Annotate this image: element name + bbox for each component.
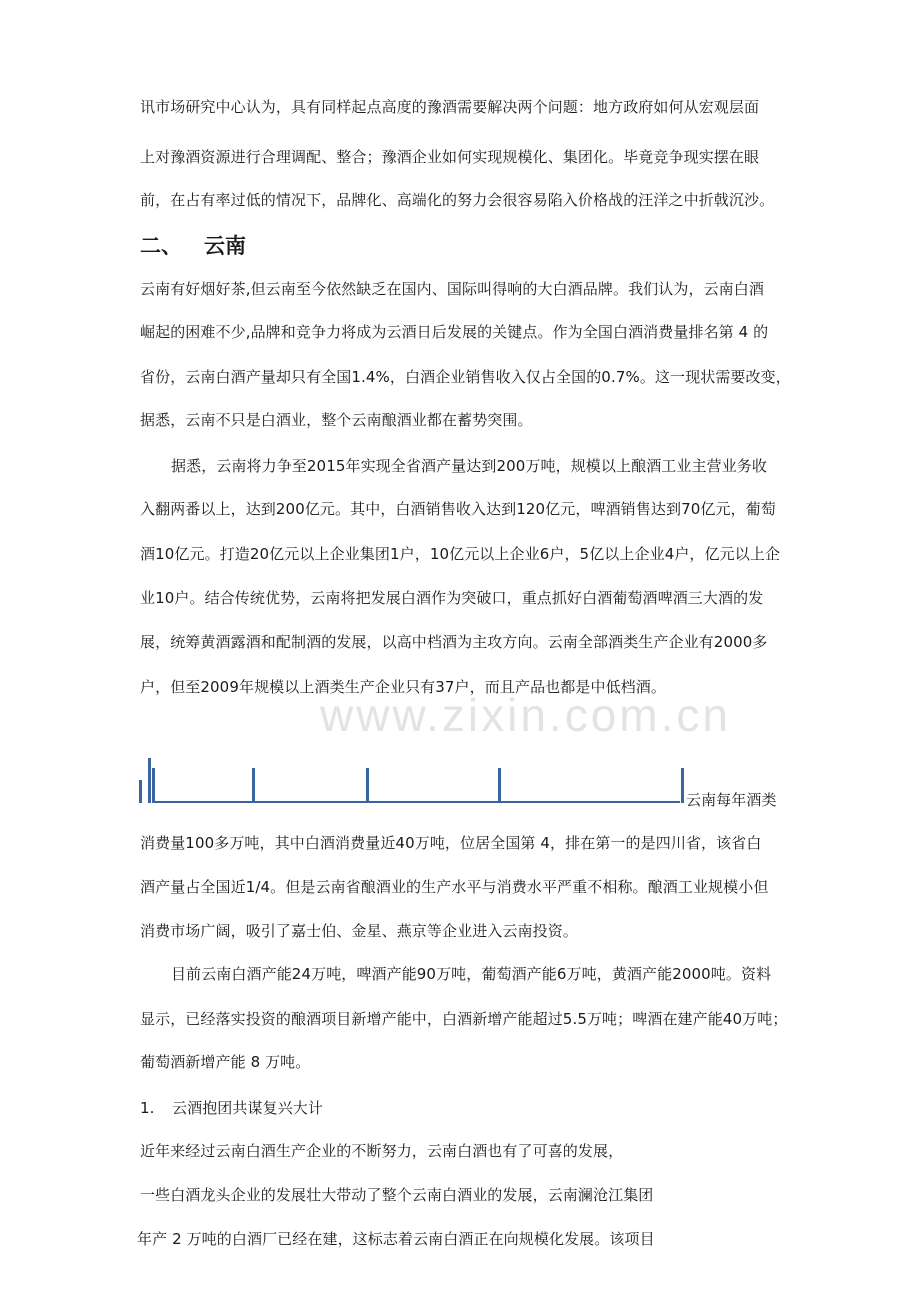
chart-bar — [498, 768, 501, 803]
text-line: 崛起的困难不少,品牌和竞争力将成为云酒日后发展的关键点。作为全国白酒消费量排名第 4 的 — [140, 323, 769, 341]
text-line: 近年来经过云南白酒生产企业的不断努力，云南白酒也有了可喜的发展， — [140, 1142, 624, 1160]
text-line: 年产 2 万吨的白酒厂已经在建，这标志着云南白酒正在向规模化发展。该项目 — [137, 1230, 655, 1248]
text-line: 据悉，云南不只是白酒业，整个云南酿酒业都在蓄势突围。 — [140, 411, 533, 429]
chart-tail-text: 云南每年酒类 — [686, 791, 777, 809]
text-line: 据悉，云南将力争至2015年实现全省酒产量达到200万吨，规模以上酿酒工业主营业务收 — [171, 457, 768, 475]
text-line: 云南有好烟好茶,但云南至今依然缺乏在国内、国际叫得响的大白酒品牌。我们认为，云南白酒 — [140, 280, 764, 298]
list-number: 1. — [140, 1099, 155, 1117]
chart-bar — [252, 768, 255, 803]
watermark-text: www.zixin.com.cn — [320, 689, 731, 741]
text-line: 消费市场广阔，吸引了嘉士伯、金星、燕京等企业进入云南投资。 — [140, 922, 578, 940]
chart-bar — [152, 768, 155, 803]
text-line: 目前云南白酒产能24万吨，啤酒产能90万吨，葡萄酒产能6万吨，黄酒产能2000吨。资料 — [171, 965, 772, 983]
section-number: 二、 — [140, 234, 182, 258]
text-line: 显示，已经落实投资的酿酒项目新增产能中，白酒新增产能超过5.5万吨；啤酒在建产能40万吨； — [140, 1010, 788, 1028]
text-line: 入翻两番以上，达到200亿元。其中，白酒销售收入达到120亿元，啤酒销售达到70亿元，葡萄 — [140, 500, 776, 518]
text-line: 户，但至2009年规模以上酒类生产企业只有37户，而且产品也都是中低档酒。 — [140, 678, 666, 696]
chart-bar — [681, 768, 684, 803]
text-line: 业10户。结合传统优势，云南将把发展白酒作为突破口，重点抓好白酒葡萄酒啤酒三大酒的发 — [140, 589, 764, 607]
list-item — [140, 1098, 323, 1118]
section-heading — [140, 233, 246, 259]
text-line: 省份，云南白酒产量却只有全国1.4%，白酒企业销售收入仅占全国的0.7%。这一现状需要改变， — [140, 368, 791, 386]
chart-fragment — [138, 752, 686, 808]
text-line: 一些白酒龙头企业的发展壮大带动了整个云南白酒业的发展，云南澜沧江集团 — [140, 1186, 654, 1204]
text-line: 上对豫酒资源进行合理调配、整合；豫酒企业如何实现规模化、集团化。毕竟竞争现实摆在眼 — [140, 148, 760, 166]
text-line: 酒产量占全国近1/4。但是云南省酿酒业的生产水平与消费水平严重不相称。酿酒工业规模小但 — [140, 878, 769, 896]
text-line: 葡萄酒新增产能 8 万吨。 — [140, 1053, 311, 1071]
list-text: 云酒抱团共谋复兴大计 — [172, 1099, 324, 1117]
text-line: 前，在占有率过低的情况下，品牌化、高端化的努力会很容易陷入价格战的汪洋之中折戟沉沙。 — [140, 191, 775, 209]
section-title: 云南 — [204, 234, 246, 258]
text-line: 讯市场研究中心认为，具有同样起点高度的豫酒需要解决两个问题：地方政府如何从宏观层面 — [140, 98, 760, 116]
chart-bar — [148, 758, 151, 803]
text-line: 酒10亿元。打造20亿元以上企业集团1户，10亿元以上企业6户，5亿以上企业4户，亿元以上企 — [140, 545, 781, 563]
chart-bar — [139, 780, 142, 803]
text-line: 展，统筹黄酒露酒和配制酒的发展，以高中档酒为主攻方向。云南全部酒类生产企业有2000多 — [140, 633, 768, 651]
text-line: 消费量100多万吨，其中白酒消费量近40万吨，位居全国第 4，排在第一的是四川省，该省白 — [140, 834, 762, 852]
chart-baseline — [152, 801, 680, 803]
chart-bar — [366, 768, 369, 803]
